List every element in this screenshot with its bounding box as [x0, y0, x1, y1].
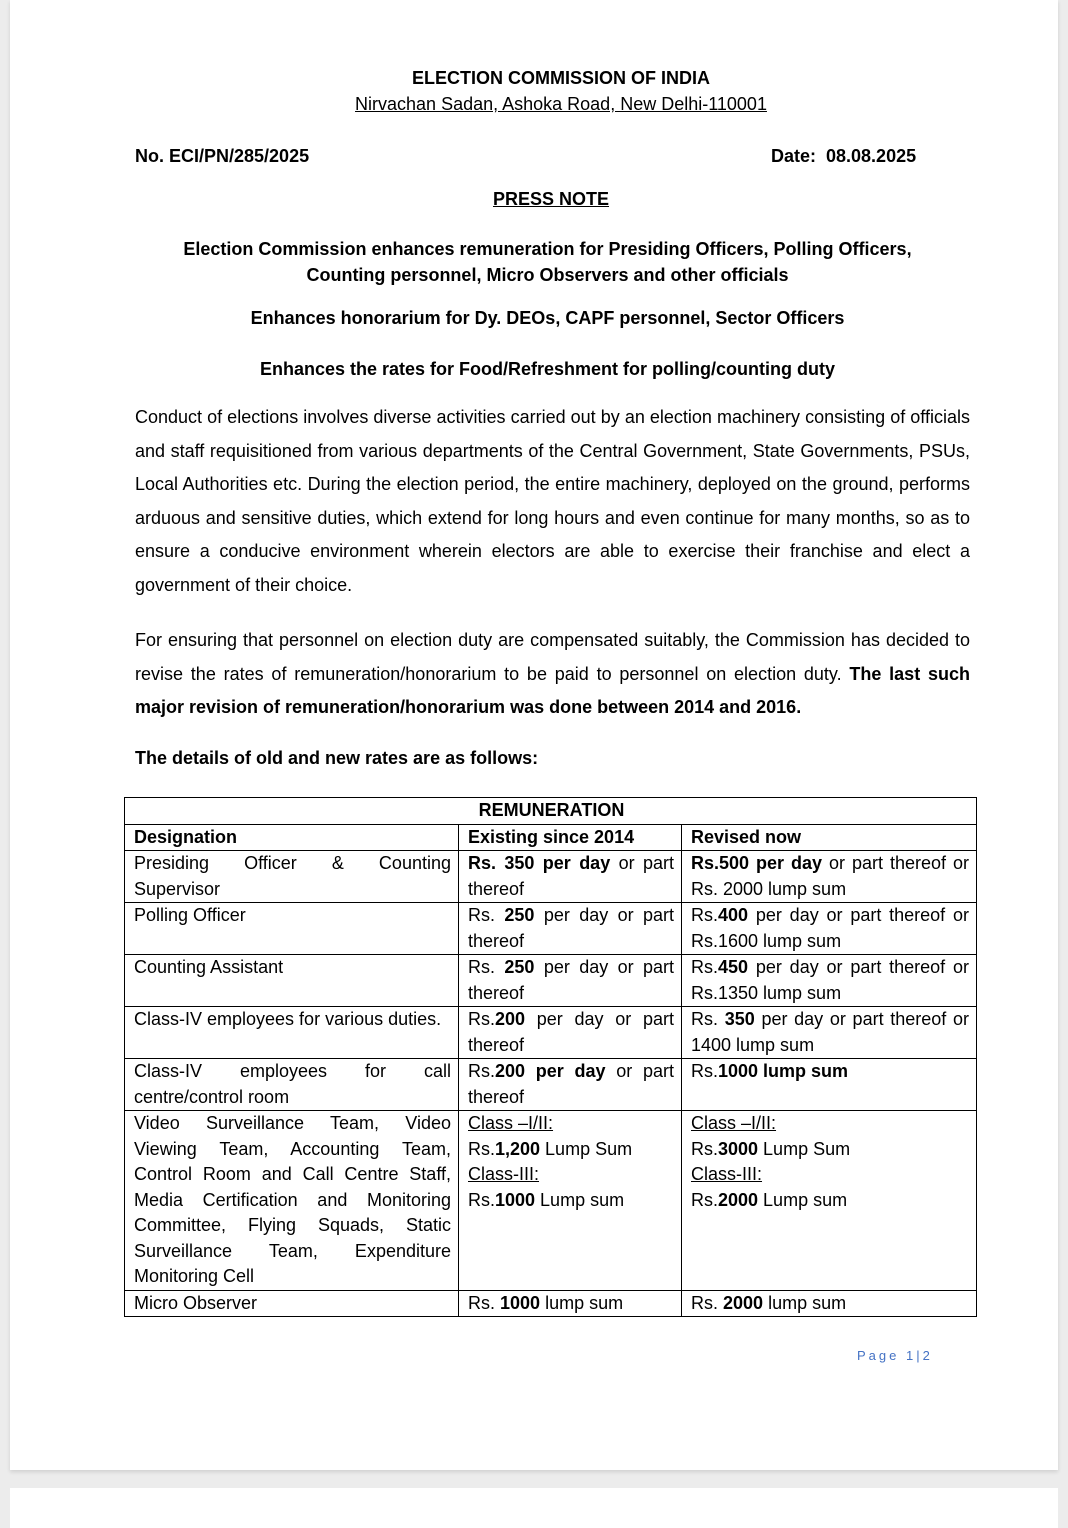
rate-text: per day or part thereof: [468, 957, 674, 1003]
paragraph-1: Conduct of elections involves diverse activities carried out by an election machinery consisting of officials and staff requisitioned from various departments of the Central Government, State Governments, PSUs, Local Authorities etc. During the election period, the entire machinery, deployed on the ground, performs arduous and sensitive duties, which extend for long hours and even continue for many months, so as to ensure a conducive environment wherein electors are able to exercise their franchise and elect a government of their choice.: [135, 407, 970, 595]
rate-text: lump sum: [540, 1292, 624, 1313]
table-row: [125, 955, 977, 1007]
date-line: [771, 146, 916, 167]
bold-amount: 3000: [718, 1138, 759, 1159]
rate-text: Rs.: [691, 1189, 718, 1210]
revised-rate-cell: [682, 955, 977, 1007]
table-body: [125, 851, 977, 1317]
bold-amount: 200: [495, 1009, 526, 1029]
organization-address: Nirvachan Sadan, Ashoka Road, New Delhi-110001: [355, 94, 767, 114]
paragraph-2-bold-text: The last such major revision of remuneration/honorarium was done between 2014 and 2016.: [135, 663, 970, 717]
designation-cell: Class-IV employees for various duties.: [125, 1007, 459, 1059]
rate-text: Rs.: [691, 1138, 718, 1159]
date-label: Date:: [771, 146, 817, 166]
designation-cell: Polling Officer: [125, 903, 459, 955]
revised-rate-cell: [682, 1111, 977, 1291]
class-label: Class –I/II:: [468, 1113, 554, 1133]
rate-text: Lump sum: [758, 1189, 848, 1210]
bold-amount: 350: [724, 1009, 755, 1029]
rate-text: lump sum: [763, 1292, 847, 1313]
existing-rate-cell: [459, 1007, 682, 1059]
bold-amount: 1000 lump sum: [718, 1061, 849, 1081]
rate-text: per day or part thereof or Rs.1350 lump sum: [691, 957, 969, 1003]
column-header-existing: Existing since 2014: [459, 824, 682, 851]
headline-1-line-2: Counting personnel, Micro Observers and other officials: [306, 265, 789, 285]
table-title: REMUNERATION: [125, 798, 977, 825]
designation-cell: Presiding Officer & Counting Supervisor: [125, 851, 459, 903]
designation-cell: Class-IV employees for call centre/control room: [125, 1059, 459, 1111]
revised-rate-cell: [682, 1290, 977, 1317]
designation-cell: Counting Assistant: [125, 955, 459, 1007]
revised-rate-cell: [682, 1059, 977, 1111]
existing-rate-cell: [459, 955, 682, 1007]
class-label: Class-III:: [468, 1164, 540, 1184]
bold-amount: Rs.500 per day: [691, 853, 823, 873]
rate-text: per day or part thereof or 1400 lump sum: [691, 1009, 969, 1055]
rate-text: per day or part thereof: [468, 1009, 674, 1055]
bold-amount: 400: [718, 905, 749, 925]
existing-rate-cell: [459, 1290, 682, 1317]
rate-text: per day or part thereof or Rs.1600 lump sum: [691, 905, 969, 951]
table-row: [125, 903, 977, 955]
bold-amount: 450: [718, 957, 749, 977]
bold-amount: 250: [504, 957, 535, 977]
existing-rate-cell: [459, 903, 682, 955]
existing-rate-cell: [459, 851, 682, 903]
paragraph-2-text: For ensuring that personnel on election duty are compensated suitably, the Commission has decided to revise the rates of remuneration/honorarium to be paid to personnel on election duty.: [135, 630, 970, 684]
rate-text: Rs.: [468, 1189, 495, 1210]
rate-text: Lump Sum: [540, 1138, 633, 1159]
bold-amount: 200 per day: [495, 1061, 606, 1081]
existing-rate-cell: [459, 1111, 682, 1291]
bold-amount: 250: [504, 905, 535, 925]
table-row: [125, 1111, 977, 1291]
bold-amount: 1000: [495, 1189, 536, 1210]
rate-text: Rs.: [468, 1009, 495, 1029]
bold-amount: 1,200: [495, 1138, 541, 1159]
rate-text: per day or part thereof: [468, 905, 674, 951]
rate-text: Rs.: [691, 957, 718, 977]
headline-1: [10, 236, 1068, 288]
revised-rate-cell: [682, 1007, 977, 1059]
column-header-designation: Designation: [125, 824, 459, 851]
remuneration-table: [124, 797, 977, 1317]
rate-text: Rs.: [468, 957, 505, 977]
table-row: [125, 1290, 977, 1317]
bold-amount: 2000: [723, 1292, 764, 1313]
existing-rate-cell: [459, 1059, 682, 1111]
next-page-edge: [10, 1488, 1058, 1528]
organization-name: ELECTION COMMISSION OF INDIA: [411, 68, 710, 88]
class-label: Class-III:: [691, 1164, 763, 1184]
bold-amount: 1000: [500, 1292, 541, 1313]
rate-text: or part thereof: [468, 853, 674, 899]
table-row: [125, 851, 977, 903]
headline-3: Enhances the rates for Food/Refreshment for polling/counting duty: [259, 359, 836, 379]
revised-rate-cell: [682, 903, 977, 955]
bold-amount: Rs. 350 per day: [468, 853, 611, 873]
headline-2: Enhances honorarium for Dy. DEOs, CAPF personnel, Sector Officers: [250, 308, 845, 328]
rate-text: Rs.: [691, 1009, 725, 1029]
paragraph-2: [135, 624, 970, 725]
headline-1-line-1: Election Commission enhances remuneration for Presiding Officers, Polling Officers,: [183, 239, 912, 259]
class-label: Class –I/II:: [691, 1113, 777, 1133]
rate-text: or part thereof: [468, 1061, 674, 1107]
bold-amount: 2000: [718, 1189, 759, 1210]
rate-text: Rs.: [468, 905, 505, 925]
rate-text: Lump Sum: [758, 1138, 851, 1159]
table-row: [125, 1059, 977, 1111]
column-header-revised: Revised now: [682, 824, 977, 851]
date-value: 08.08.2025: [826, 146, 917, 166]
details-intro: The details of old and new rates are as follows:: [135, 748, 539, 768]
rate-text: Rs.: [691, 1292, 724, 1313]
rate-text: or part thereof or Rs. 2000 lump sum: [691, 853, 969, 899]
revised-rate-cell: [682, 851, 977, 903]
rate-text: Rs.: [691, 905, 718, 925]
rate-text: Rs.: [468, 1292, 501, 1313]
rate-text: Lump sum: [535, 1189, 625, 1210]
rate-text: Rs.: [468, 1138, 495, 1159]
page-number: Page 1|2: [857, 1348, 933, 1363]
rate-text: Rs.: [691, 1061, 718, 1081]
press-note-title: PRESS NOTE: [492, 189, 610, 209]
table-row: [125, 1007, 977, 1059]
reference-number: No. ECI/PN/285/2025: [135, 146, 310, 166]
designation-cell: Micro Observer: [125, 1290, 459, 1317]
designation-cell: Video Surveillance Team, Video Viewing Team, Accounting Team, Control Room and Call Centre Staff, Media Certification and Monitoring Committee, Flying Squads, Static Surveillance Team, Expenditure Monitoring Cell: [125, 1111, 459, 1291]
rate-text: Rs.: [468, 1061, 495, 1081]
